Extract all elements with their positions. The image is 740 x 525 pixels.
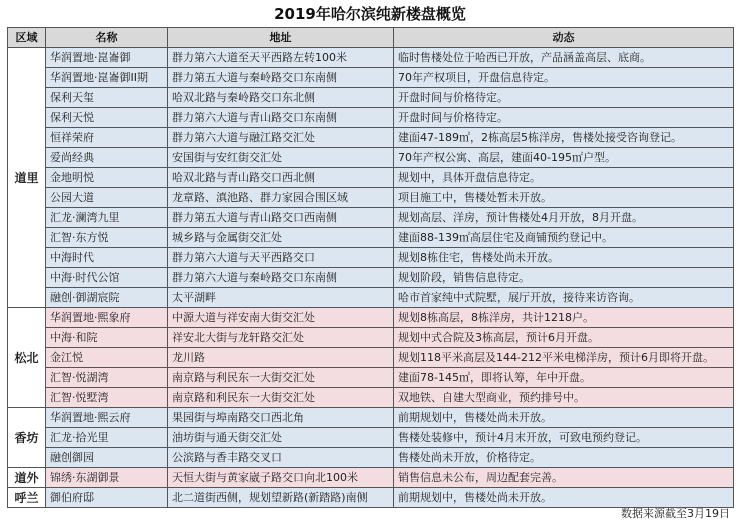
table-row: [8, 328, 734, 348]
address-cell: 油坊街与通天街交汇处: [168, 428, 394, 448]
status-cell: 建面88-139㎡高层住宅及商铺预约登记中。: [394, 228, 734, 248]
address-cell: 群力第六大道与秦岭路交口东南侧: [168, 268, 394, 288]
table-row: [8, 148, 734, 168]
name-cell: 金地明悦: [46, 168, 168, 188]
table-row: [8, 188, 734, 208]
status-cell: 项目施工中，售楼处暂未开放。: [394, 188, 734, 208]
table-row: [8, 468, 734, 488]
name-cell: 中海时代: [46, 248, 168, 268]
name-cell: 保利天玺: [46, 88, 168, 108]
region-cell: 呼兰: [8, 488, 46, 508]
header-address: 地址: [168, 28, 394, 48]
header-region: 区域: [8, 28, 46, 48]
status-cell: 前期规划中，售楼处尚未开放。: [394, 488, 734, 508]
address-cell: 龙川路: [168, 348, 394, 368]
status-cell: 开盘时间与价格待定。: [394, 108, 734, 128]
address-cell: 哈双北路与秦岭路交口东北侧: [168, 88, 394, 108]
status-cell: 售楼处尚未开放，价格待定。: [394, 448, 734, 468]
status-cell: 销售信息未公布，周边配套完善。: [394, 468, 734, 488]
address-cell: 安国街与安红街交汇处: [168, 148, 394, 168]
status-cell: 开盘时间与价格待定。: [394, 88, 734, 108]
header-name: 名称: [46, 28, 168, 48]
status-cell: 规划118平米高层及144-212平米电梯洋房，预计6月即将开盘。: [394, 348, 734, 368]
name-cell: 保利天悦: [46, 108, 168, 128]
address-cell: 群力第六大道至天平西路左转100米: [168, 48, 394, 68]
status-cell: 售楼处装修中，预计4月末开放，可致电预约登记。: [394, 428, 734, 448]
table-row: [8, 368, 734, 388]
data-source-note: 数据来源截至3月19日: [621, 507, 730, 520]
name-cell: 融创御园: [46, 448, 168, 468]
table-row: [8, 48, 734, 68]
address-cell: 哈双北路与青山路交口西北侧: [168, 168, 394, 188]
address-cell: 太平湖畔: [168, 288, 394, 308]
status-cell: 哈市首家纯中式院墅，展厅开放，接待来访咨询。: [394, 288, 734, 308]
table-row: [8, 268, 734, 288]
address-cell: 城乡路与金属街交汇处: [168, 228, 394, 248]
name-cell: 公园大道: [46, 188, 168, 208]
table-row: [8, 88, 734, 108]
table-row: [8, 308, 734, 328]
address-cell: 天恒大街与黄家崴子路交口向北100米: [168, 468, 394, 488]
table-row: [8, 428, 734, 448]
table-row: [8, 248, 734, 268]
address-cell: 群力第六大道与融江路交汇处: [168, 128, 394, 148]
status-cell: 规划中式合院及3栋高层，预计6月开盘。: [394, 328, 734, 348]
table-row: [8, 208, 734, 228]
status-cell: 规划8栋住宅，售楼处尚未开放。: [394, 248, 734, 268]
name-cell: 恒祥荣府: [46, 128, 168, 148]
status-cell: 规划中，具体开盘信息待定。: [394, 168, 734, 188]
name-cell: 融创·御湖宸院: [46, 288, 168, 308]
address-cell: 中源大道与祥安南大街交汇处: [168, 308, 394, 328]
table-row: [8, 108, 734, 128]
table-body: [8, 48, 734, 508]
status-cell: 双地铁、自建大型商业，预约排号中。: [394, 388, 734, 408]
name-cell: 锦绣·东湖御景: [46, 468, 168, 488]
status-cell: 70年产权公寓、高层，建面40-195㎡户型。: [394, 148, 734, 168]
name-cell: 中海·和院: [46, 328, 168, 348]
listings-table: [7, 27, 734, 508]
name-cell: 汇龙·澜湾九里: [46, 208, 168, 228]
region-cell: 道外: [8, 468, 46, 488]
table-header-row: [8, 28, 734, 48]
name-cell: 华润置地·熙象府: [46, 308, 168, 328]
region-cell: 松北: [8, 308, 46, 408]
address-cell: 群力第五大道与青山路交口西南侧: [168, 208, 394, 228]
name-cell: 华润置地·崑崙御II期: [46, 68, 168, 88]
status-cell: 建面47-189㎡，2栋高层5栋洋房，售楼处接受咨询登记。: [394, 128, 734, 148]
table-row: [8, 68, 734, 88]
address-cell: 公滨路与香丰路交叉口: [168, 448, 394, 468]
address-cell: 北二道街西侧，规划望新路(新踏路)南侧: [168, 488, 394, 508]
address-cell: 龙章路、滇池路、群力家园合围区域: [168, 188, 394, 208]
name-cell: 汇智·悦墅湾: [46, 388, 168, 408]
address-cell: 南京路与利民东一大街交汇处: [168, 368, 394, 388]
status-cell: 规划8栋高层，8栋洋房，共计1218户。: [394, 308, 734, 328]
status-cell: 前期规划中，售楼处尚未开放。: [394, 408, 734, 428]
table-row: [8, 448, 734, 468]
page-title: 2019年哈尔滨纯新楼盘概览: [274, 5, 466, 23]
table-row: [8, 388, 734, 408]
name-cell: 华润置地·熙云府: [46, 408, 168, 428]
address-cell: 群力第六大道与青山路交口东南侧: [168, 108, 394, 128]
status-cell: 70年产权项目，开盘信息待定。: [394, 68, 734, 88]
table-row: [8, 228, 734, 248]
address-cell: 群力第五大道与秦岭路交口东南侧: [168, 68, 394, 88]
name-cell: 金江悦: [46, 348, 168, 368]
name-cell: 中海·时代公馆: [46, 268, 168, 288]
status-cell: 规划高层、洋房，预计售楼处4月开放，8月开盘。: [394, 208, 734, 228]
address-cell: 南京路和利民东一大街交汇处: [168, 388, 394, 408]
table-row: [8, 408, 734, 428]
name-cell: 华润置地·崑崙御: [46, 48, 168, 68]
table-row: [8, 128, 734, 148]
name-cell: 汇智·东方悦: [46, 228, 168, 248]
status-cell: 规划阶段，销售信息待定。: [394, 268, 734, 288]
address-cell: 群力第六大道与天平西路交口: [168, 248, 394, 268]
region-cell: 香坊: [8, 408, 46, 468]
status-cell: 临时售楼处位于哈西已开放，产品涵盖高层、底商。: [394, 48, 734, 68]
region-cell: 道里: [8, 48, 46, 308]
name-cell: 汇龙·拾光里: [46, 428, 168, 448]
name-cell: 御伯府邸: [46, 488, 168, 508]
address-cell: 果园街与埠南路交口西北角: [168, 408, 394, 428]
status-cell: 建面78-145㎡，即将认筹，年中开盘。: [394, 368, 734, 388]
table-row: [8, 348, 734, 368]
table-row: [8, 288, 734, 308]
address-cell: 祥安北大街与龙轩路交汇处: [168, 328, 394, 348]
header-status: 动态: [394, 28, 734, 48]
table-row: [8, 168, 734, 188]
name-cell: 汇智·悦湖湾: [46, 368, 168, 388]
name-cell: 爱尚经典: [46, 148, 168, 168]
